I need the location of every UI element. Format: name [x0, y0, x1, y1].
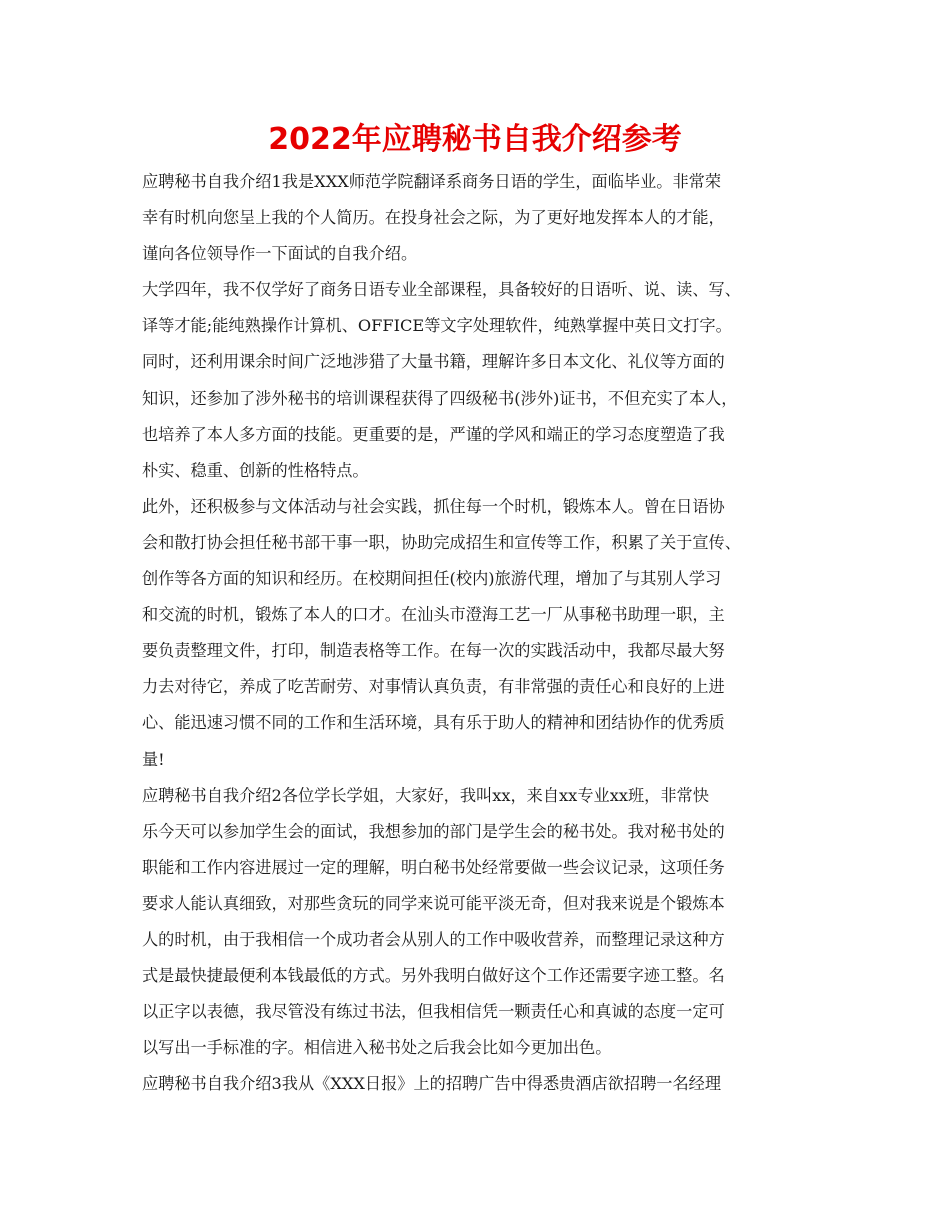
document-body [142, 164, 832, 1102]
text-line: 创作等各方面的知识和经历。在校期间担任(校内)旅游代理，增加了与其别人学习 [142, 569, 722, 589]
document-title: 2022年应聘秘书自我介绍参考 [268, 122, 682, 157]
text-line: 式是最快捷最便利本钱最低的方式。另外我明白做好这个工作还需要字迹工整。名 [142, 966, 725, 986]
text-line: 知识，还参加了涉外秘书的培训课程获得了四级秘书(涉外)证书，不但充实了本人， [142, 388, 738, 408]
text-line: 应聘秘书自我介绍3我从《XXX日报》上的招聘广告中得悉贵酒店欲招聘一名经理 [142, 1074, 722, 1094]
text-line: 心、能迅速习惯不同的工作和生活环境，具有乐于助人的精神和团结协作的优秀质 [142, 713, 725, 733]
text-line: 谨向各位领导作一下面试的自我介绍。 [142, 244, 418, 264]
text-line: 人的时机，由于我相信一个成功者会从别人的工作中吸收营养，而整理记录这种方 [142, 929, 725, 949]
text-line: 大学四年，我不仅学好了商务日语专业全部课程，具备较好的日语听、说、读、写、 [142, 280, 741, 300]
text-line: 此外，还积极参与文体活动与社会实践，抓住每一个时机，锻炼本人。曾在日语协 [142, 496, 725, 516]
text-line: 乐今天可以参加学生会的面试，我想参加的部门是学生会的秘书处。我对秘书处的 [142, 821, 725, 841]
text-line: 以写出一手标准的字。相信进入秘书处之后我会比如今更加出色。 [142, 1038, 612, 1058]
text-line: 以正字以表德，我尽管没有练过书法，但我相信凭一颗责任心和真诚的态度一定可 [142, 1002, 725, 1022]
text-line: 应聘秘书自我介绍2各位学长学姐，大家好，我叫xx，来自xx专业xx班，非常快 [142, 785, 709, 805]
text-line: 力去对待它，养成了吃苦耐劳、对事情认真负责，有非常强的责任心和良好的上进 [142, 677, 725, 697]
text-line: 会和散打协会担任秘书部干事一职，协助完成招生和宣传等工作，积累了关于宣传、 [142, 532, 741, 552]
text-line: 也培养了本人多方面的技能。更重要的是，严谨的学风和端正的学习态度塑造了我 [142, 424, 725, 444]
text-line: 量! [142, 749, 165, 769]
text-line: 应聘秘书自我介绍1我是XXX师范学院翻译系商务日语的学生，面临毕业。非常荣 [142, 172, 722, 191]
text-line: 和交流的时机，锻炼了本人的口才。在汕头市澄海工艺一厂从事秘书助理一职，主 [142, 605, 725, 625]
text-line: 朴实、稳重、创新的性格特点。 [142, 460, 369, 480]
text-line: 同时，还利用课余时间广泛地涉猎了大量书籍，理解许多日本文化、礼仪等方面的 [142, 352, 725, 372]
text-line: 职能和工作内容进展过一定的理解，明白秘书处经常要做一些会议记录，这项任务 [142, 857, 725, 877]
text-line: 译等才能;能纯熟操作计算机、OFFICE等文字处理软件，纯熟掌握中英日文打字。 [142, 316, 732, 336]
text-line: 幸有时机向您呈上我的个人简历。在投身社会之际，为了更好地发挥本人的才能， [142, 208, 725, 228]
text-line: 要负责整理文件，打印，制造表格等工作。在每一次的实践活动中，我都尽最大努 [142, 641, 725, 661]
text-line: 要求人能认真细致，对那些贪玩的同学来说可能平淡无奇，但对我来说是个锻炼本 [142, 893, 725, 913]
